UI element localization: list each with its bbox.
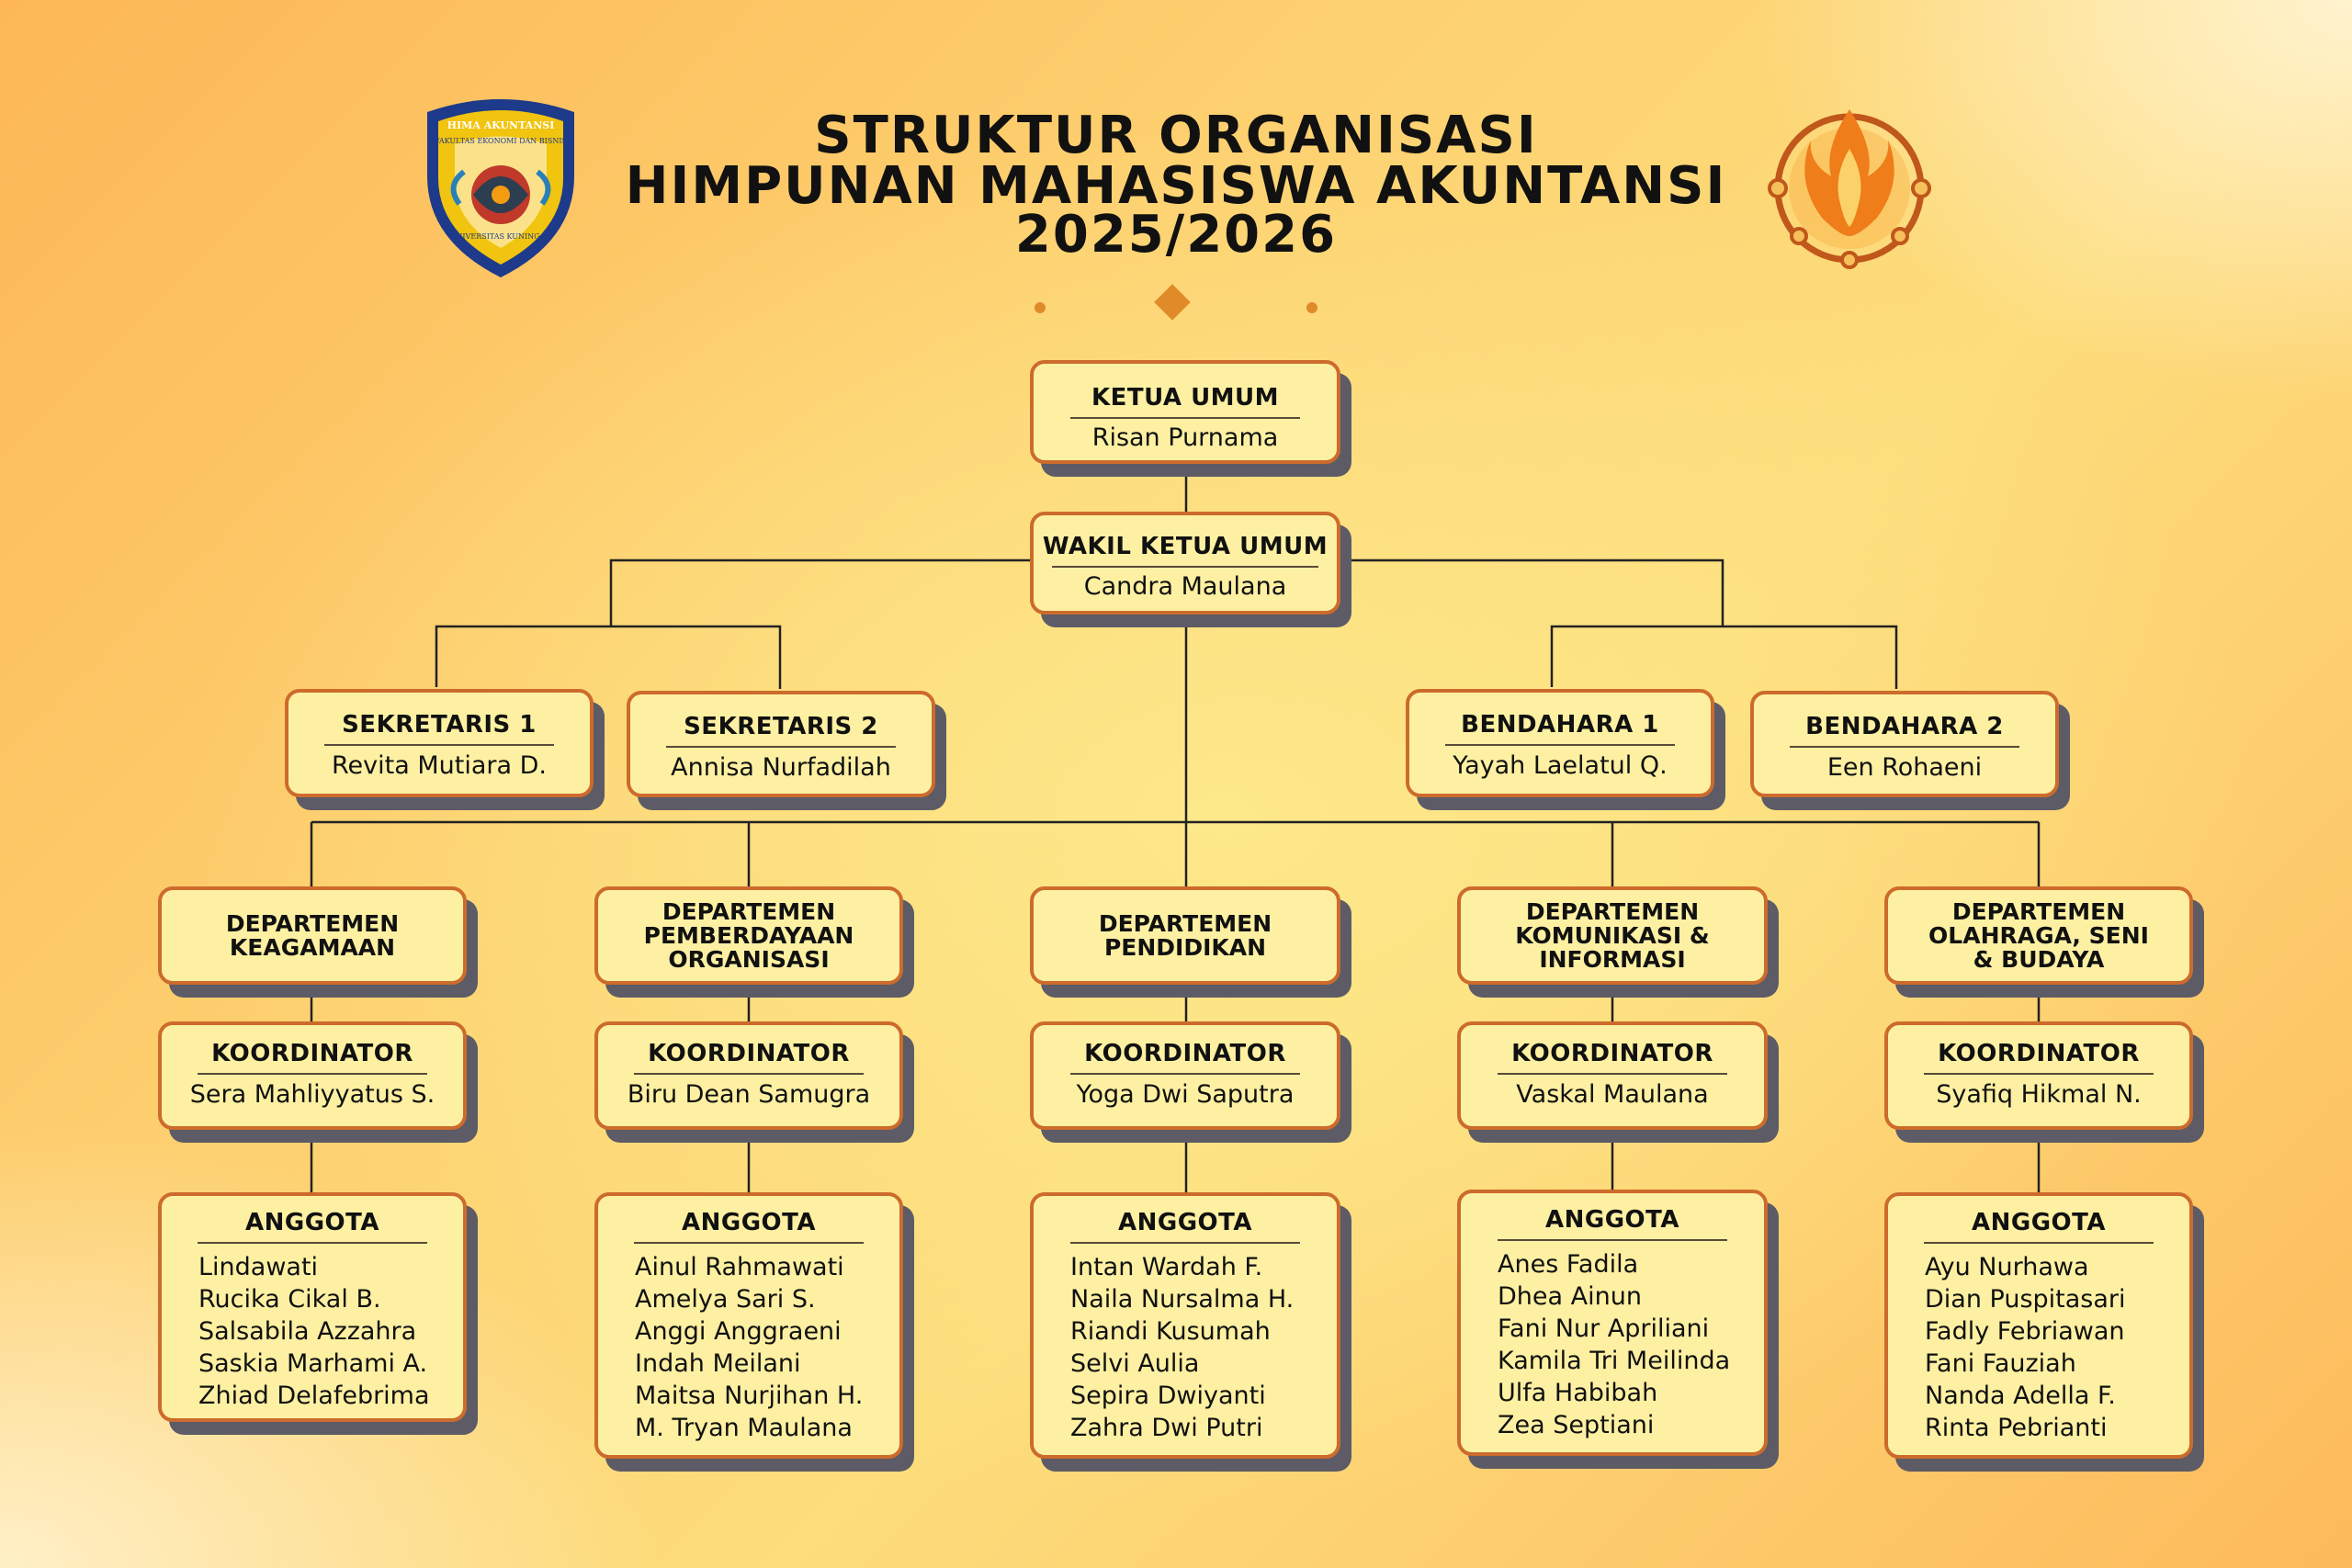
member-name: Fadly Febriawan — [1925, 1317, 2125, 1346]
member-name: Sepira Dwiyanti — [1070, 1382, 1266, 1410]
divider — [1070, 417, 1300, 419]
role-title: ANGGOTA — [244, 1209, 379, 1236]
department-box-olahraga-seni-budaya — [1884, 886, 2193, 985]
divider — [634, 1242, 864, 1244]
person-name: Biru Dean Samugra — [627, 1080, 871, 1109]
member-list — [1888, 1251, 2189, 1444]
anggota-box — [158, 1192, 467, 1422]
member-name: Maitsa Nurjihan H. — [635, 1382, 864, 1410]
department-name: DEPARTEMEN PEMBERDAYAAN ORGANISASI — [643, 897, 854, 973]
department-name: DEPARTEMEN OLAHRAGA, SENI & BUDAYA — [1928, 897, 2149, 973]
koordinator-box — [1884, 1021, 2193, 1130]
member-name: Kamila Tri Meilinda — [1498, 1347, 1731, 1375]
role-title: KETUA UMUM — [1091, 384, 1280, 412]
divider — [1070, 1242, 1300, 1244]
title-line-2: HIMPUNAN MAHASISWA AKUNTANSI — [625, 156, 1727, 216]
member-name: Lindawati — [198, 1253, 319, 1281]
divider — [1790, 746, 2019, 748]
member-name: Amelya Sari S. — [635, 1285, 816, 1314]
flame-emblem-icon — [1767, 98, 1932, 273]
person-name: Risan Purnama — [1091, 423, 1279, 452]
member-name: Ulfa Habibah — [1498, 1379, 1658, 1407]
member-list — [162, 1251, 463, 1412]
sekretaris-1-box — [285, 689, 594, 797]
person-name: Annisa Nurfadilah — [671, 753, 891, 782]
role-title: BENDAHARA 1 — [1461, 711, 1659, 739]
bendahara-2-box — [1750, 691, 2059, 797]
title-line-1: STRUKTUR ORGANISASI — [814, 106, 1538, 165]
member-name: Indah Meilani — [635, 1349, 801, 1378]
department-name: DEPARTEMEN KEAGAMAAN — [225, 909, 400, 961]
anggota-box — [594, 1192, 903, 1459]
divider — [198, 1242, 427, 1244]
koordinator-box — [1030, 1021, 1340, 1130]
divider — [666, 746, 896, 748]
koordinator-box — [1457, 1021, 1768, 1130]
member-name: Rinta Pebrianti — [1925, 1414, 2108, 1442]
person-name: Yoga Dwi Saputra — [1076, 1080, 1295, 1109]
role-title: ANGGOTA — [681, 1209, 816, 1236]
role-title: WAKIL KETUA UMUM — [1042, 533, 1329, 560]
role-title: KOORDINATOR — [1084, 1040, 1286, 1067]
member-name: Selvi Aulia — [1070, 1349, 1200, 1378]
person-name: Yayah Laelatul Q. — [1453, 751, 1668, 780]
person-name: Revita Mutiara D. — [332, 751, 547, 780]
person-name: Syafiq Hikmal N. — [1936, 1080, 2142, 1109]
role-title: KOORDINATOR — [211, 1040, 413, 1067]
svg-text:UNIVERSITAS KUNINGAN: UNIVERSITAS KUNINGAN — [449, 232, 552, 241]
member-name: Salsabila Azzahra — [198, 1317, 417, 1346]
member-name: Ainul Rahmawati — [635, 1253, 844, 1281]
member-name: Dhea Ainun — [1498, 1282, 1642, 1311]
koordinator-box — [158, 1021, 467, 1130]
anggota-box — [1884, 1192, 2193, 1459]
divider — [1924, 1242, 2154, 1244]
wakil-ketua-box — [1030, 512, 1340, 615]
department-box-komunikasi-informasi — [1457, 886, 1768, 985]
member-name: Intan Wardah F. — [1070, 1253, 1263, 1281]
anggota-box — [1030, 1192, 1340, 1459]
role-title: BENDAHARA 2 — [1805, 713, 2004, 740]
title-line-3: 2025/2026 — [1014, 205, 1338, 265]
member-name: Zahra Dwi Putri — [1070, 1414, 1263, 1442]
ketua-umum-box — [1030, 360, 1340, 464]
person-name: Een Rohaeni — [1826, 753, 1983, 782]
department-box-pemberdayaan-organisasi — [594, 886, 903, 985]
member-list — [598, 1251, 899, 1444]
role-title: KOORDINATOR — [1511, 1040, 1713, 1067]
divider — [1445, 744, 1675, 746]
member-list — [1461, 1248, 1764, 1441]
person-name: Candra Maulana — [1083, 572, 1287, 601]
member-name: Anggi Anggraeni — [635, 1317, 842, 1346]
divider — [1498, 1239, 1727, 1241]
divider — [324, 744, 554, 746]
divider — [1070, 1073, 1300, 1075]
member-name: M. Tryan Maulana — [635, 1414, 853, 1442]
sekretaris-2-box — [627, 691, 935, 797]
divider — [1924, 1073, 2154, 1075]
role-title: KOORDINATOR — [648, 1040, 850, 1067]
member-name: Dian Puspitasari — [1925, 1285, 2126, 1314]
role-title: SEKRETARIS 2 — [684, 713, 878, 740]
member-name: Zhiad Delafebrima — [198, 1382, 430, 1410]
member-name: Fani Fauziah — [1925, 1349, 2076, 1378]
department-name: DEPARTEMEN KOMUNIKASI & INFORMASI — [1515, 897, 1710, 973]
divider — [198, 1073, 427, 1075]
department-box-keagamaan — [158, 886, 467, 985]
person-name: Vaskal Maulana — [1516, 1080, 1709, 1109]
member-name: Fani Nur Apriliani — [1498, 1314, 1710, 1343]
divider — [1052, 566, 1318, 568]
divider — [634, 1073, 864, 1075]
divider — [1498, 1073, 1727, 1075]
member-name: Anes Fadila — [1498, 1250, 1639, 1279]
svg-text:HIMA AKUNTANSI: HIMA AKUNTANSI — [447, 119, 555, 131]
department-name: DEPARTEMEN PENDIDIKAN — [1098, 909, 1272, 961]
member-name: Riandi Kusumah — [1070, 1317, 1271, 1346]
role-title: KOORDINATOR — [1938, 1040, 2140, 1067]
member-name: Nanda Adella F. — [1925, 1382, 2116, 1410]
role-title: ANGGOTA — [1971, 1209, 2106, 1236]
member-name: Ayu Nurhawa — [1925, 1253, 2089, 1281]
bendahara-1-box — [1406, 689, 1714, 797]
role-title: SEKRETARIS 1 — [342, 711, 537, 739]
role-title: ANGGOTA — [1117, 1209, 1252, 1236]
svg-text:FAKULTAS EKONOMI DAN BISNIS: FAKULTAS EKONOMI DAN BISNIS — [435, 137, 567, 145]
member-name: Naila Nursalma H. — [1070, 1285, 1295, 1314]
role-title: ANGGOTA — [1544, 1206, 1679, 1234]
member-name: Saskia Marhami A. — [198, 1349, 428, 1378]
shield-emblem-icon — [418, 94, 583, 282]
member-list — [1034, 1251, 1337, 1444]
member-name: Zea Septiani — [1498, 1411, 1655, 1439]
department-box-pendidikan — [1030, 886, 1340, 985]
koordinator-box — [594, 1021, 903, 1130]
person-name: Sera Mahliyyatus S. — [189, 1080, 435, 1109]
anggota-box — [1457, 1190, 1768, 1456]
member-name: Rucika Cikal B. — [198, 1285, 381, 1314]
